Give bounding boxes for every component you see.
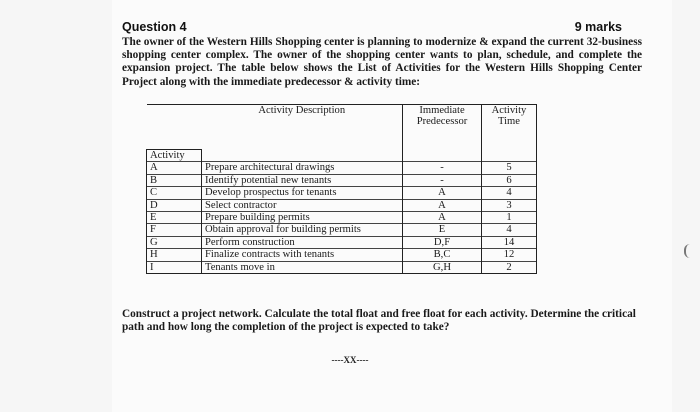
end-marker: ----XX---- — [331, 355, 369, 365]
activity-time: 6 — [482, 174, 537, 186]
activity-description: Tenants move in — [202, 261, 403, 273]
activity-description: Develop prospectus for tenants — [202, 187, 403, 199]
table-row — [147, 162, 537, 174]
activity-predecessor: E — [403, 224, 482, 236]
table-row — [147, 187, 537, 199]
header-description — [202, 105, 403, 150]
activity-predecessor: - — [403, 162, 482, 174]
question-header — [122, 20, 642, 34]
activity-id: G — [147, 236, 202, 248]
activity-id: F — [147, 224, 202, 236]
activity-description: Select contractor — [202, 199, 403, 211]
activity-id: C — [147, 187, 202, 199]
activity-predecessor: D,F — [403, 236, 482, 248]
activity-time: 1 — [482, 212, 537, 224]
activity-id: I — [147, 261, 202, 273]
activity-description: Finalize contracts with tenants — [202, 249, 403, 261]
table-row — [147, 249, 537, 261]
activity-description: Obtain approval for building permits — [202, 224, 403, 236]
activity-description: Perform construction — [202, 236, 403, 248]
table-row — [147, 212, 537, 224]
activity-time: 4 — [482, 187, 537, 199]
header-time-line2: Time — [498, 116, 520, 128]
activity-id: H — [147, 249, 202, 261]
header-time-line1: Activity — [491, 105, 527, 116]
activity-time: 2 — [482, 261, 537, 273]
activity-id: E — [147, 212, 202, 224]
header-spacer — [147, 105, 202, 150]
activity-id: D — [147, 199, 202, 211]
task-prompt — [122, 308, 642, 335]
table-row — [147, 236, 537, 248]
header-activity: Activity — [147, 150, 202, 162]
activities-table — [146, 104, 537, 274]
table-row — [147, 261, 537, 273]
margin-bracket-mark — [684, 244, 694, 258]
header-time — [482, 105, 537, 150]
activity-label-row — [147, 150, 537, 162]
activity-time: 3 — [482, 199, 537, 211]
header-predecessor-line1: Immediate — [419, 105, 465, 116]
question-marks: 9 marks — [574, 20, 622, 34]
activity-id: A — [147, 162, 202, 174]
activity-time: 5 — [482, 162, 537, 174]
question-title: Question 4 — [122, 20, 187, 34]
header-predecessor-line2: Predecessor — [416, 116, 468, 128]
table-row — [147, 174, 537, 186]
task-text: Construct a project network. Calculate the total float and free float for each activity. Determine the critical path and how long the completion of the project is expected to take? — [122, 308, 636, 334]
intro-text: The owner of the Western Hills Shopping center is planning to modernize & expand the current 32-business shopping center complex. The owner of the shopping center wants to plan, schedule, and complete the expansion project. The table below shows the List of Activities for the Western Hills Shopping Center Project along with the immediate predecessor & activity time: — [122, 36, 642, 88]
table-header-row — [147, 105, 537, 150]
activity-id: B — [147, 174, 202, 186]
header-predecessor — [403, 105, 482, 150]
activity-description: Prepare architectural drawings — [202, 162, 403, 174]
activity-description: Identify potential new tenants — [202, 174, 403, 186]
activity-predecessor: B,C — [403, 249, 482, 261]
activity-predecessor: A — [403, 199, 482, 211]
question-intro — [122, 36, 642, 89]
activity-predecessor: - — [403, 174, 482, 186]
activity-time: 12 — [482, 249, 537, 261]
activity-time: 4 — [482, 224, 537, 236]
table-row — [147, 199, 537, 211]
activity-predecessor: G,H — [403, 261, 482, 273]
table-row — [147, 224, 537, 236]
header-description-label: Activity Description — [258, 105, 346, 116]
activity-description: Prepare building permits — [202, 212, 403, 224]
activity-time: 14 — [482, 236, 537, 248]
activity-predecessor: A — [403, 212, 482, 224]
activity-predecessor: A — [403, 187, 482, 199]
